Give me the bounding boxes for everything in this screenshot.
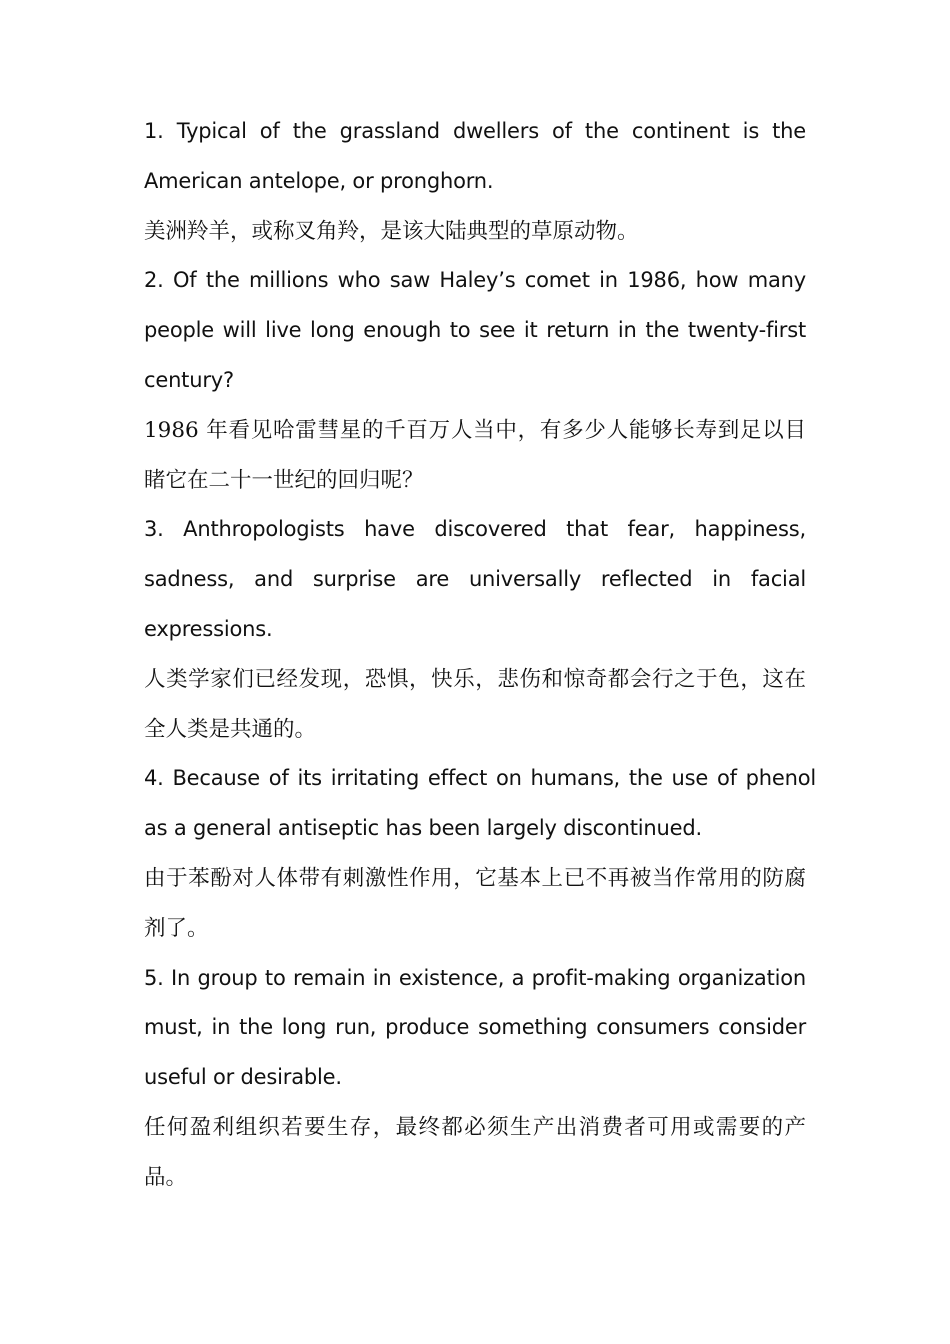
english-sentence: 5. In group to remain in existence, a profit-making organization must, in the long run, produce something consumers consider useful or desirable. — [144, 965, 806, 1090]
sentence-item-1 — [144, 107, 806, 256]
english-sentence: 2. Of the millions who saw Haley’s comet in 1986, how many people will live long enough to see it return in the twenty-first century? — [144, 268, 806, 392]
chinese-translation: 由于苯酚对人体带有刺激性作用，它基本上已不再被当作常用的防腐剂了。 — [144, 865, 806, 941]
sentence-item-4 — [144, 754, 816, 953]
sentence-item-2 — [144, 256, 806, 505]
chinese-translation: 任何盈利组织若要生存，最终都必须生产出消费者可用或需要的产品。 — [144, 1114, 806, 1190]
chinese-translation: 人类学家们已经发现，恐惧，快乐，悲伤和惊奇都会行之于色，这在全人类是共通的。 — [144, 666, 806, 742]
document-page — [144, 107, 816, 1203]
chinese-translation: 1986 年看见哈雷彗星的千百万人当中，有多少人能够长寿到足以目睹它在二十一世纪的回归呢？ — [144, 417, 806, 493]
chinese-translation: 美洲羚羊，或称叉角羚，是该大陆典型的草原动物。 — [144, 218, 639, 244]
english-sentence: 4. Because of its irritating effect on humans, the use of phenol as a general antiseptic has been largely discontinued. — [144, 766, 816, 841]
sentence-item-5 — [144, 954, 806, 1203]
english-sentence: 1. Typical of the grassland dwellers of the continent is the American antelope, or pronghorn. — [144, 119, 806, 193]
english-sentence: 3. Anthropologists have discovered that fear, happiness, sadness, and surprise are universally reflected in facial expressions. — [144, 517, 806, 641]
sentence-item-3 — [144, 505, 806, 754]
